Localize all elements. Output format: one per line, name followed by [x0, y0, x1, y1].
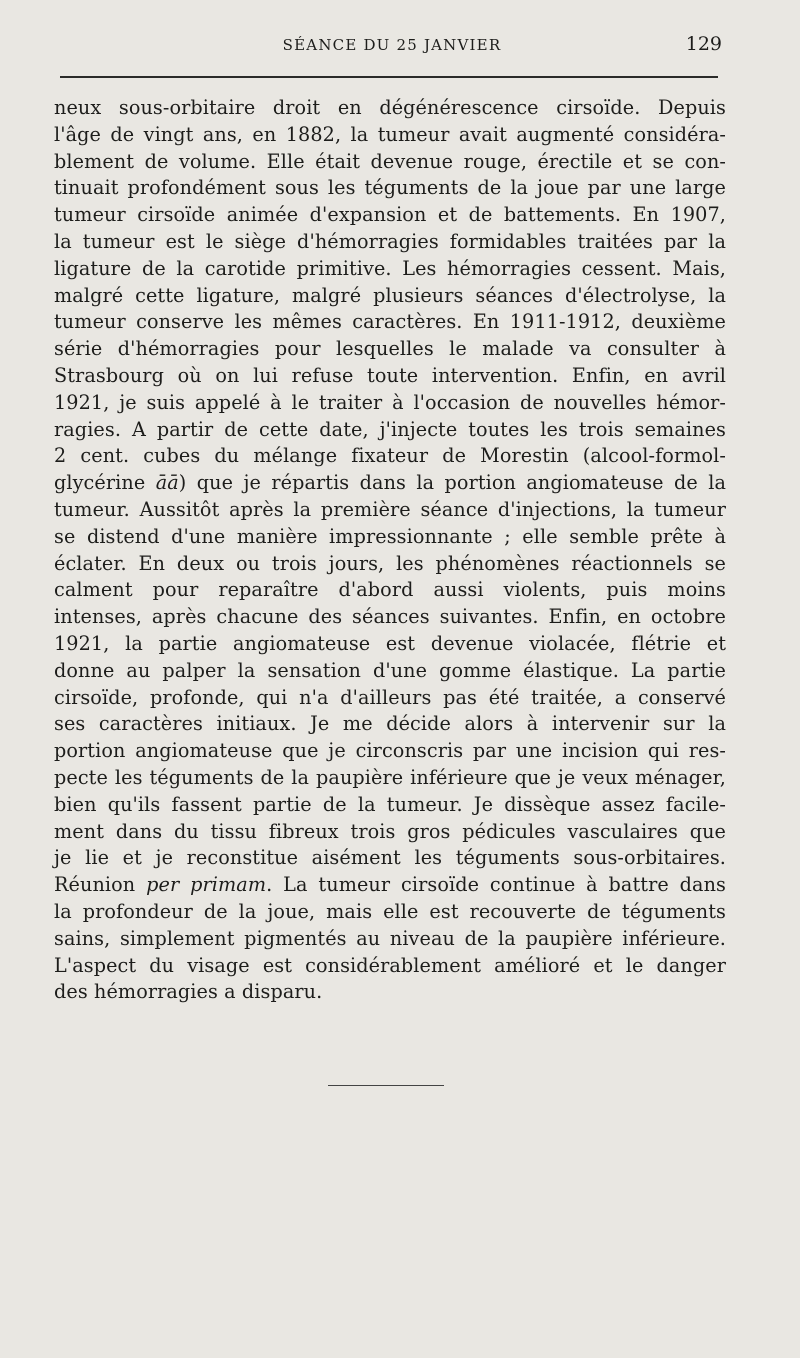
text-line: série d'hémorragies pour lesquelles le malade va consulter à [54, 337, 726, 361]
text-line: la profondeur de la joue, mais elle est recouverte de téguments [54, 899, 726, 923]
text-line: se distend d'une manière impressionnante ; elle semble prête à [54, 524, 726, 548]
text-line: éclater. En deux ou trois jours, les phénomènes réactionnels se [54, 551, 726, 575]
text-line: cirsoïde, profonde, qui n'a d'ailleurs pas été traitée, a conservé [54, 685, 726, 709]
text-line: glycérine āā) que je répartis dans la portion angiomateuse de la [54, 471, 727, 495]
text-line: L'aspect du visage est considérablement amélioré et le danger [54, 953, 726, 977]
text-line: blement de volume. Elle était devenue rouge, érectile et se con- [54, 149, 726, 173]
running-title: SÉANCE DU 25 JANVIER [282, 36, 502, 54]
text-line: la tumeur est le siège d'hémorragies formidables traitées par la [54, 229, 726, 253]
text-line: tinuait profondément sous les téguments de la joue par une large [54, 176, 726, 200]
text-line: tumeur cirsoïde animée d'expansion et de battements. En 1907, [54, 203, 726, 227]
section-end-rule [328, 1085, 444, 1086]
text-line: je lie et je reconstitue aisément les téguments sous-orbitaires. [54, 846, 726, 870]
text-line: tumeur conserve les mêmes caractères. En 1911-1912, deuxième [54, 310, 726, 334]
text-line: Strasbourg où on lui refuse toute intervention. Enfin, en avril [54, 363, 726, 387]
page-number: 129 [685, 33, 722, 55]
text-line: pecte les téguments de la paupière inférieure que je veux ménager, [54, 765, 726, 789]
text-line: tumeur. Aussitôt après la première séance d'injections, la tumeur [54, 497, 726, 521]
running-head [60, 33, 724, 61]
text-line: intenses, après chacune des séances suivantes. Enfin, en octobre [54, 605, 726, 629]
text-line: 1921, je suis appelé à le traiter à l'occasion de nouvelles hémor- [54, 390, 726, 414]
text-line: portion angiomateuse que je circonscris par une incision qui res- [54, 739, 726, 763]
body-paragraph [54, 95, 726, 1006]
text-line: malgré cette ligature, malgré plusieurs séances d'électrolyse, la [54, 283, 726, 307]
text-line: ment dans du tissu fibreux trois gros pédicules vasculaires que [54, 819, 726, 843]
text-line: Réunion per primam. La tumeur cirsoïde continue à battre dans [54, 873, 726, 897]
text-line: ligature de la carotide primitive. Les hémorragies cessent. Mais, [54, 256, 726, 280]
text-line: sains, simplement pigmentés au niveau de la paupière inférieure. [54, 926, 726, 950]
header-rule [60, 76, 718, 78]
text-line: 2 cent. cubes du mélange fixateur de Morestin (alcool-formol- [54, 444, 726, 468]
text-line: ses caractères initiaux. Je me décide alors à intervenir sur la [54, 712, 726, 736]
text-line: des hémorragies a disparu. [54, 980, 323, 1004]
text-line: neux sous-orbitaire droit en dégénérescence cirsoïde. Depuis [54, 96, 726, 119]
text-line: donne au palper la sensation d'une gomme élastique. La partie [54, 658, 726, 682]
text-line: 1921, la partie angiomateuse est devenue violacée, flétrie et [54, 631, 726, 655]
text-line: calment pour reparaître d'abord aussi violents, puis moins [54, 578, 726, 602]
text-line: bien qu'ils fassent partie de la tumeur. Je dissèque assez facile- [54, 792, 726, 816]
text-line: ragies. A partir de cette date, j'injecte toutes les trois semaines [54, 417, 726, 441]
text-line: l'âge de vingt ans, en 1882, la tumeur avait augmenté considéra- [54, 122, 726, 146]
